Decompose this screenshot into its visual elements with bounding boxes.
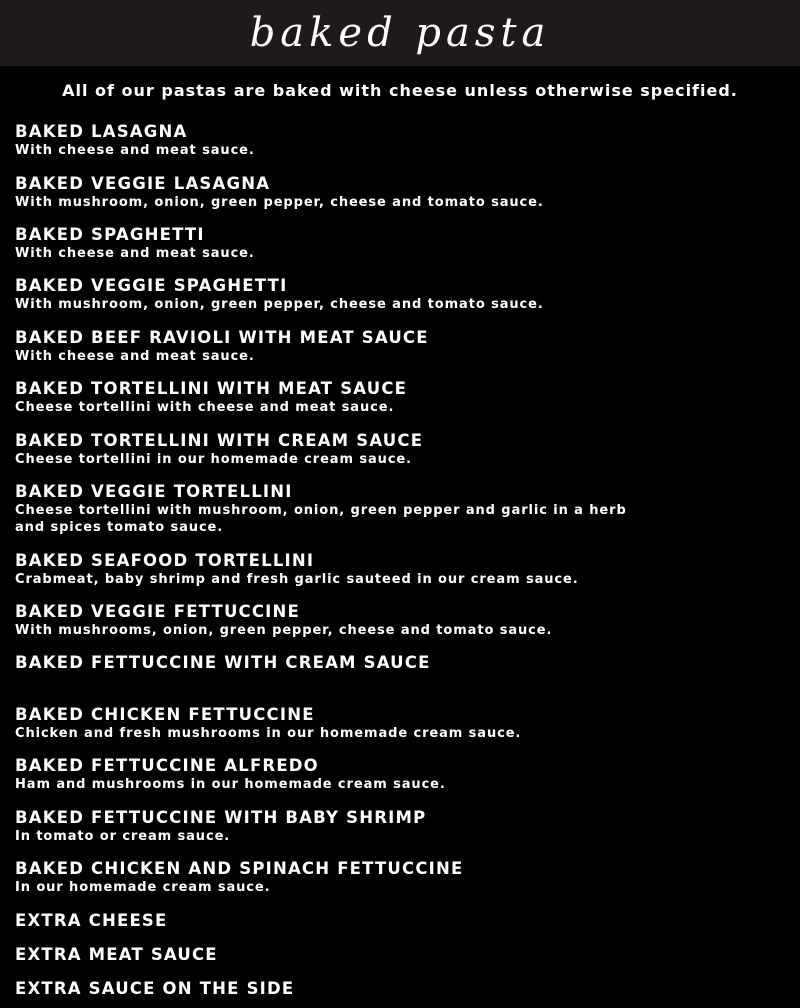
menu-item-desc: With cheese and meat sauce. bbox=[15, 143, 255, 158]
menu-item-desc: Cheese tortellini with cheese and meat sauce. bbox=[15, 400, 395, 415]
menu-item-desc: Cheese tortellini with mushroom, onion, green pepper and garlic in a herb and spices tomato sauce. bbox=[15, 503, 627, 535]
menu-item-desc: Ham and mushrooms in our homemade cream sauce. bbox=[15, 777, 446, 792]
menu-item-desc: In our homemade cream sauce. bbox=[15, 880, 271, 895]
menu-item-desc: Crabmeat, baby shrimp and fresh garlic sauteed in our cream sauce. bbox=[15, 572, 579, 587]
menu-item bbox=[15, 705, 695, 742]
menu-item-name: BAKED VEGGIE FETTUCCINE bbox=[15, 602, 300, 621]
menu-item bbox=[15, 225, 695, 262]
menu-item-desc: With mushroom, onion, green pepper, cheese and tomato sauce. bbox=[15, 195, 544, 210]
menu-item-name: BAKED TORTELLINI WITH CREAM SAUCE bbox=[15, 431, 424, 450]
menu-item-name: EXTRA SAUCE ON THE SIDE bbox=[15, 979, 295, 998]
menu-item-name: BAKED VEGGIE SPAGHETTI bbox=[15, 276, 288, 295]
menu-item bbox=[15, 859, 695, 896]
menu-item bbox=[15, 945, 695, 965]
menu-item bbox=[15, 911, 695, 931]
menu-item bbox=[15, 122, 695, 159]
menu-item bbox=[15, 482, 695, 536]
menu-item-desc: With cheese and meat sauce. bbox=[15, 349, 255, 364]
menu-item-name: BAKED LASAGNA bbox=[15, 122, 188, 141]
page-title: baked pasta bbox=[249, 10, 551, 56]
menu-item-name: BAKED TORTELLINI WITH MEAT SAUCE bbox=[15, 379, 408, 398]
menu-item bbox=[15, 979, 695, 999]
menu-item-name: EXTRA MEAT SAUCE bbox=[15, 945, 218, 964]
menu-item-desc: Chicken and fresh mushrooms in our homemade cream sauce. bbox=[15, 726, 522, 741]
menu-item-name: BAKED FETTUCCINE ALFREDO bbox=[15, 756, 319, 775]
menu-item-desc: With mushroom, onion, green pepper, cheese and tomato sauce. bbox=[15, 297, 544, 312]
menu-item bbox=[15, 431, 695, 468]
menu-item-desc: With mushrooms, onion, green pepper, cheese and tomato sauce. bbox=[15, 623, 553, 638]
menu-item-name: BAKED SPAGHETTI bbox=[15, 225, 205, 244]
page-header bbox=[0, 0, 800, 66]
menu-item bbox=[15, 276, 695, 313]
menu-item bbox=[15, 756, 695, 793]
menu-item-name: BAKED CHICKEN AND SPINACH FETTUCCINE bbox=[15, 859, 464, 878]
menu-item bbox=[15, 602, 695, 639]
intro-note: All of our pastas are baked with cheese unless otherwise specified. bbox=[62, 81, 738, 100]
menu-item-name: BAKED FETTUCCINE WITH BABY SHRIMP bbox=[15, 808, 427, 827]
menu-item-desc: Cheese tortellini in our homemade cream sauce. bbox=[15, 452, 412, 467]
menu-item bbox=[15, 808, 695, 845]
menu-item bbox=[15, 379, 695, 416]
menu-item bbox=[15, 653, 695, 673]
menu-item bbox=[15, 174, 695, 211]
menu-item bbox=[15, 551, 695, 588]
menu-item-name: BAKED VEGGIE TORTELLINI bbox=[15, 482, 293, 501]
menu-item-name: BAKED BEEF RAVIOLI WITH MEAT SAUCE bbox=[15, 328, 429, 347]
menu-item-desc: In tomato or cream sauce. bbox=[15, 829, 231, 844]
menu-item-name: BAKED VEGGIE LASAGNA bbox=[15, 174, 271, 193]
menu-item bbox=[15, 328, 695, 365]
menu-item-name: EXTRA CHEESE bbox=[15, 911, 168, 930]
menu-item-name: BAKED FETTUCCINE WITH CREAM SAUCE bbox=[15, 653, 431, 672]
menu-item-desc: With cheese and meat sauce. bbox=[15, 246, 255, 261]
menu-item-name: BAKED SEAFOOD TORTELLINI bbox=[15, 551, 315, 570]
menu-item-name: BAKED CHICKEN FETTUCCINE bbox=[15, 705, 315, 724]
